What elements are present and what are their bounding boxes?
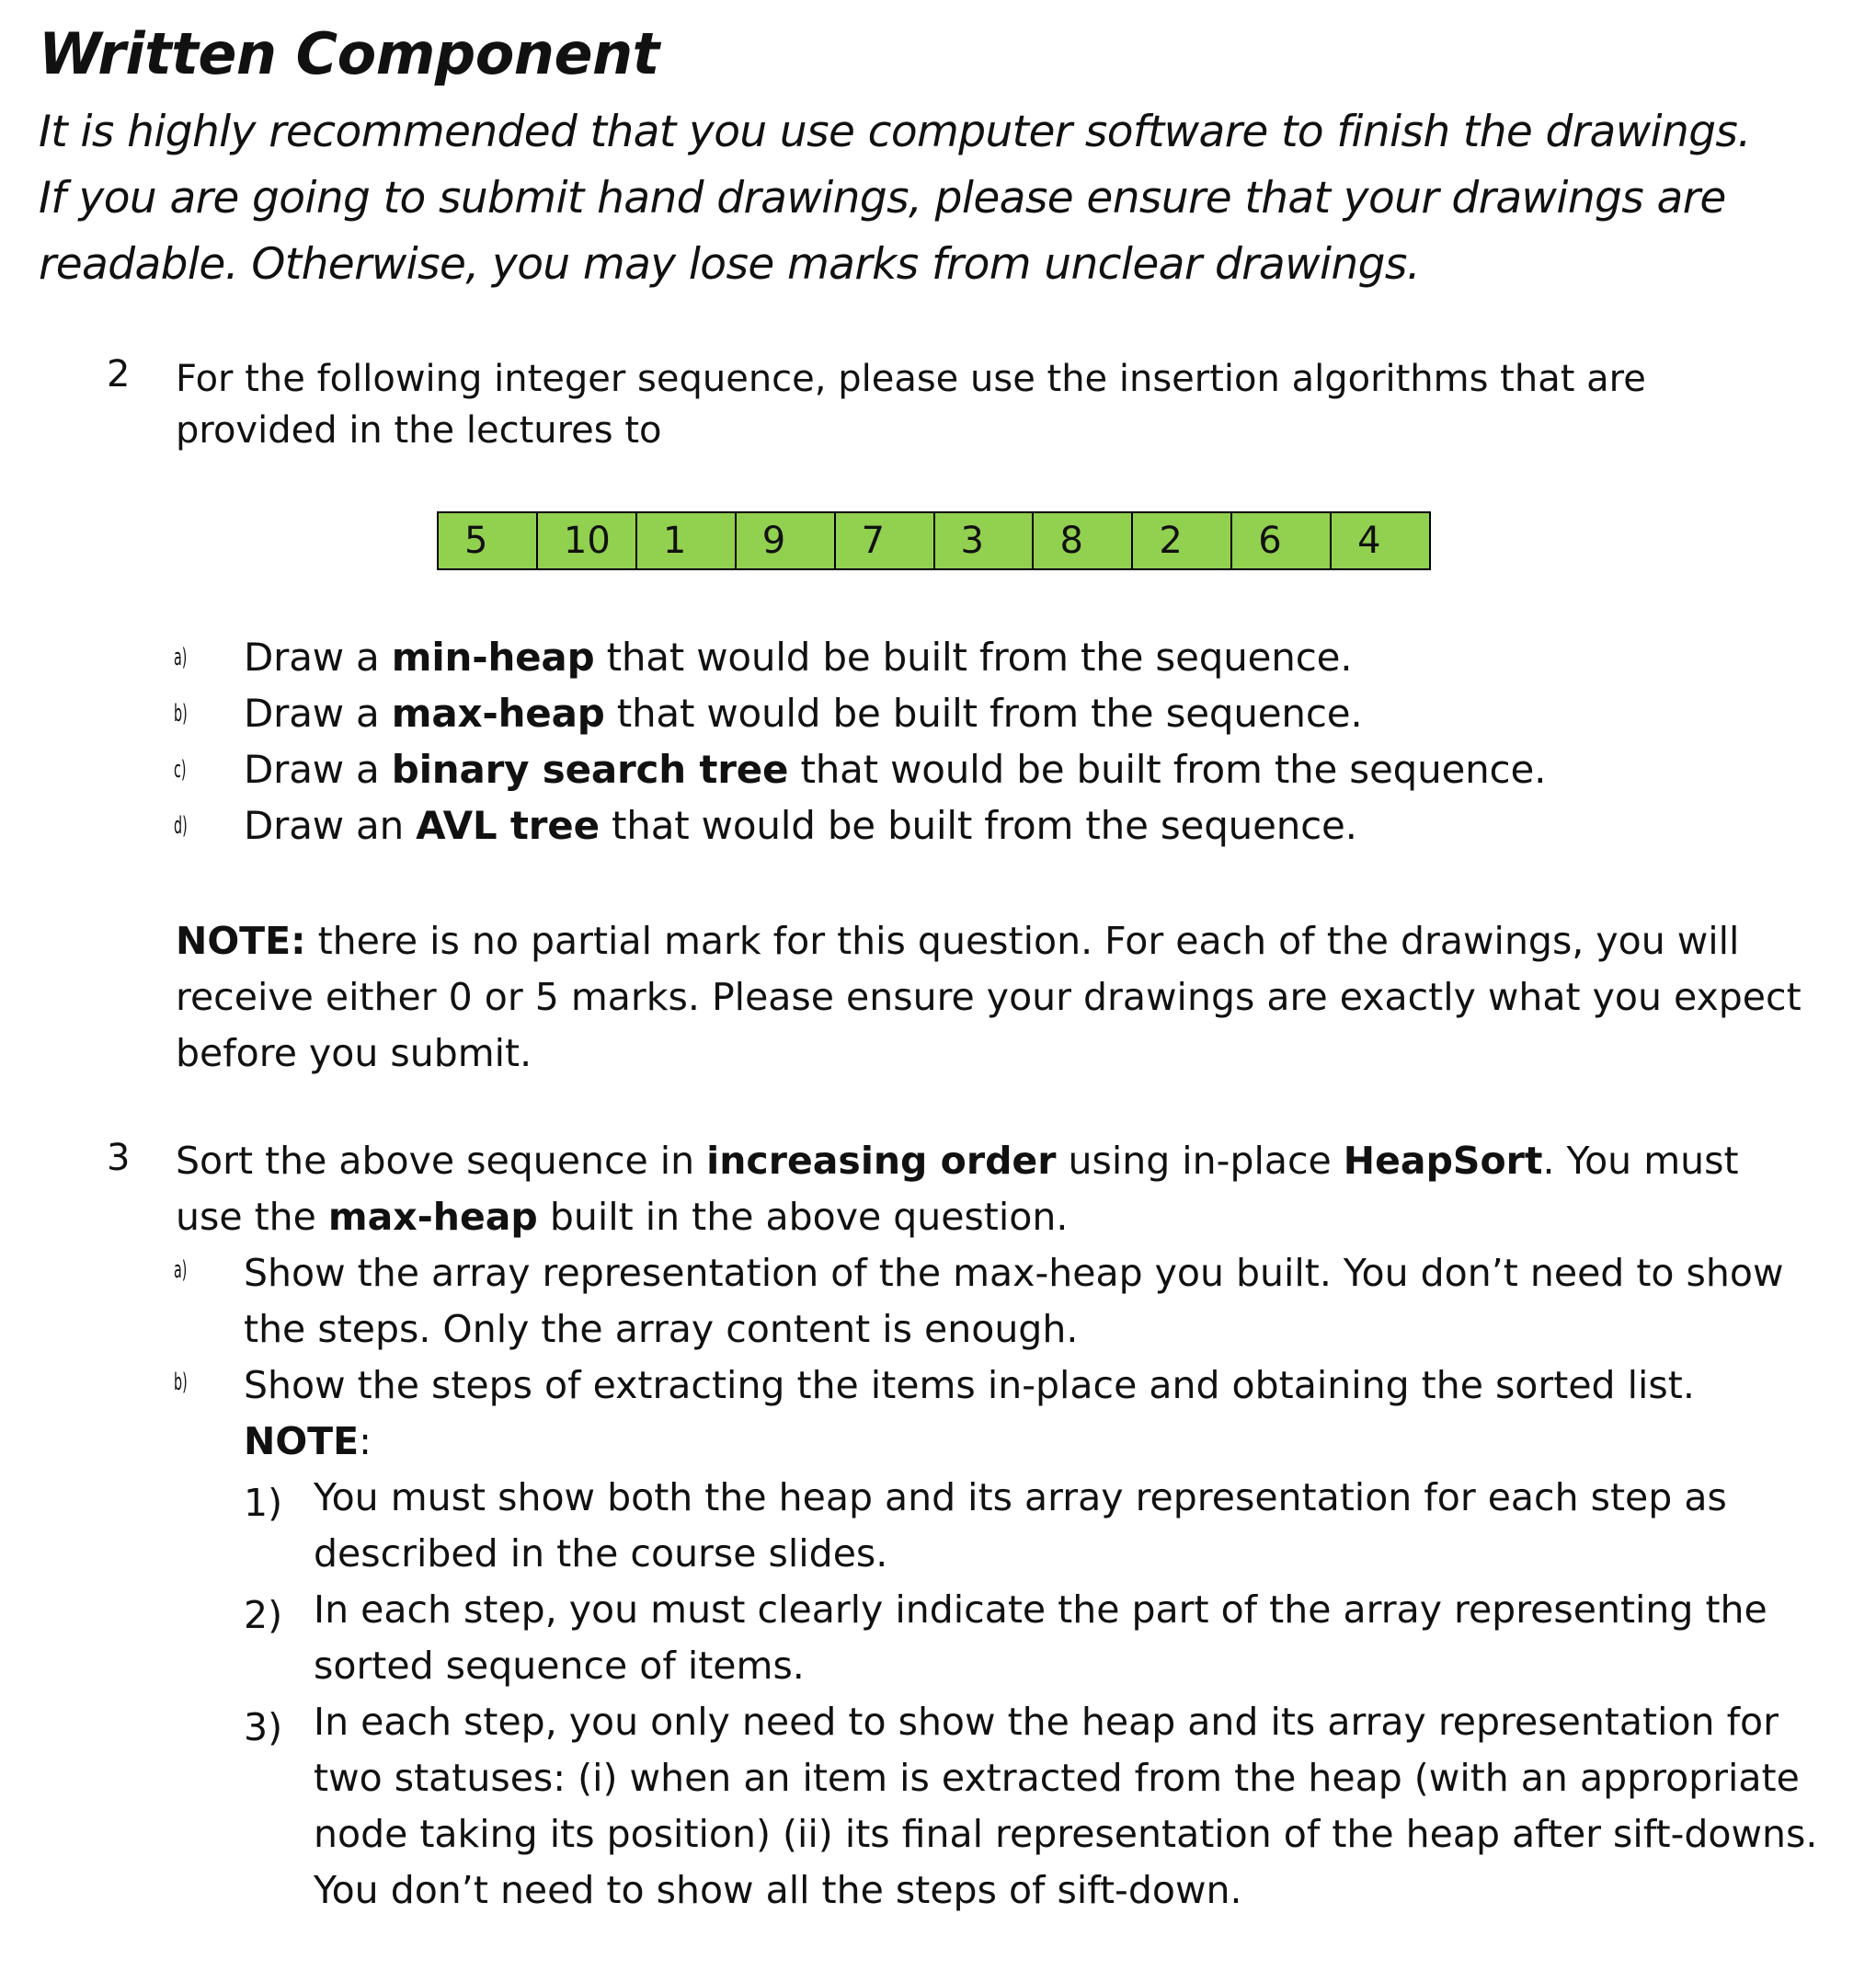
- question-2b: Draw a max-heap that would be built from the sequence.: [244, 691, 1363, 736]
- note-2: In each step, you must clearly indicate the part of the array representing the sorted sequence of items.: [314, 1587, 1767, 1688]
- note-3: In each step, you only need to show the heap and its array representation for two statuses: (i) when an item is extracted from the heap (with an appropriate node taking its position) (ii) its final representation of the heap after sift-downs. You don’t need to show all the steps of sift-down.: [314, 1700, 1818, 1912]
- note-1: You must show both the heap and its array representation for each step as described in the course slides.: [314, 1475, 1727, 1576]
- item-marker: d): [174, 812, 188, 840]
- sequence-cell: 8: [1034, 513, 1133, 568]
- question-2-note: NOTE: there is no partial mark for this question. For each of the drawings, you will receive either 0 or 5 marks. Please ensure your drawings are exactly what you expect before you submit.: [176, 919, 1802, 1075]
- note-number: 3): [244, 1705, 283, 1749]
- question-3-text: Sort the above sequence in increasing order using in-place HeapSort. You must use the max-heap built in the above question.: [176, 1139, 1739, 1239]
- sequence-cell: 6: [1232, 513, 1332, 568]
- question-2-number: 2: [107, 353, 131, 395]
- intro-line: readable. Otherwise, you may lose marks from unclear drawings.: [39, 239, 1421, 290]
- question-3a: Show the array representation of the max-heap you built. You don’t need to show the steps. Only the array content is enough.: [244, 1251, 1784, 1351]
- question-2a: Draw a min-heap that would be built from the sequence.: [244, 635, 1353, 680]
- item-marker: b): [174, 1369, 188, 1396]
- sequence-cell: 5: [439, 513, 538, 568]
- question-2-line: For the following integer sequence, please use the insertion algorithms that are: [176, 358, 1646, 400]
- item-marker: b): [174, 700, 188, 728]
- sequence-cell: 1: [637, 513, 737, 568]
- item-marker: a): [174, 1256, 188, 1284]
- intro-paragraph: [39, 99, 1841, 298]
- integer-sequence-array: [437, 511, 1431, 570]
- question-3b: Show the steps of extracting the items in-place and obtaining the sorted list. NOTE:: [244, 1363, 1695, 1463]
- note-number: 1): [244, 1481, 283, 1525]
- sequence-cell: 7: [836, 513, 935, 568]
- item-marker: a): [174, 644, 188, 671]
- sequence-cell: 9: [737, 513, 836, 568]
- intro-line: If you are going to submit hand drawings, please ensure that your drawings are: [39, 173, 1726, 223]
- question-2d: Draw an AVL tree that would be built from the sequence.: [244, 803, 1357, 848]
- sequence-cell: 2: [1133, 513, 1232, 568]
- page-title: Written Component: [39, 20, 659, 87]
- question-2-text: [176, 353, 1646, 456]
- sequence-cell: 10: [538, 513, 637, 568]
- note-number: 2): [244, 1593, 283, 1637]
- note-label: NOTE:: [176, 919, 306, 963]
- question-3-number: 3: [107, 1137, 131, 1179]
- sequence-cell: 3: [935, 513, 1035, 568]
- question-2c: Draw a binary search tree that would be built from the sequence.: [244, 747, 1547, 792]
- sequence-cell: 4: [1332, 513, 1429, 568]
- intro-line: It is highly recommended that you use computer software to finish the drawings.: [39, 107, 1751, 157]
- item-marker: c): [174, 756, 187, 784]
- question-2-line: provided in the lectures to: [176, 409, 662, 452]
